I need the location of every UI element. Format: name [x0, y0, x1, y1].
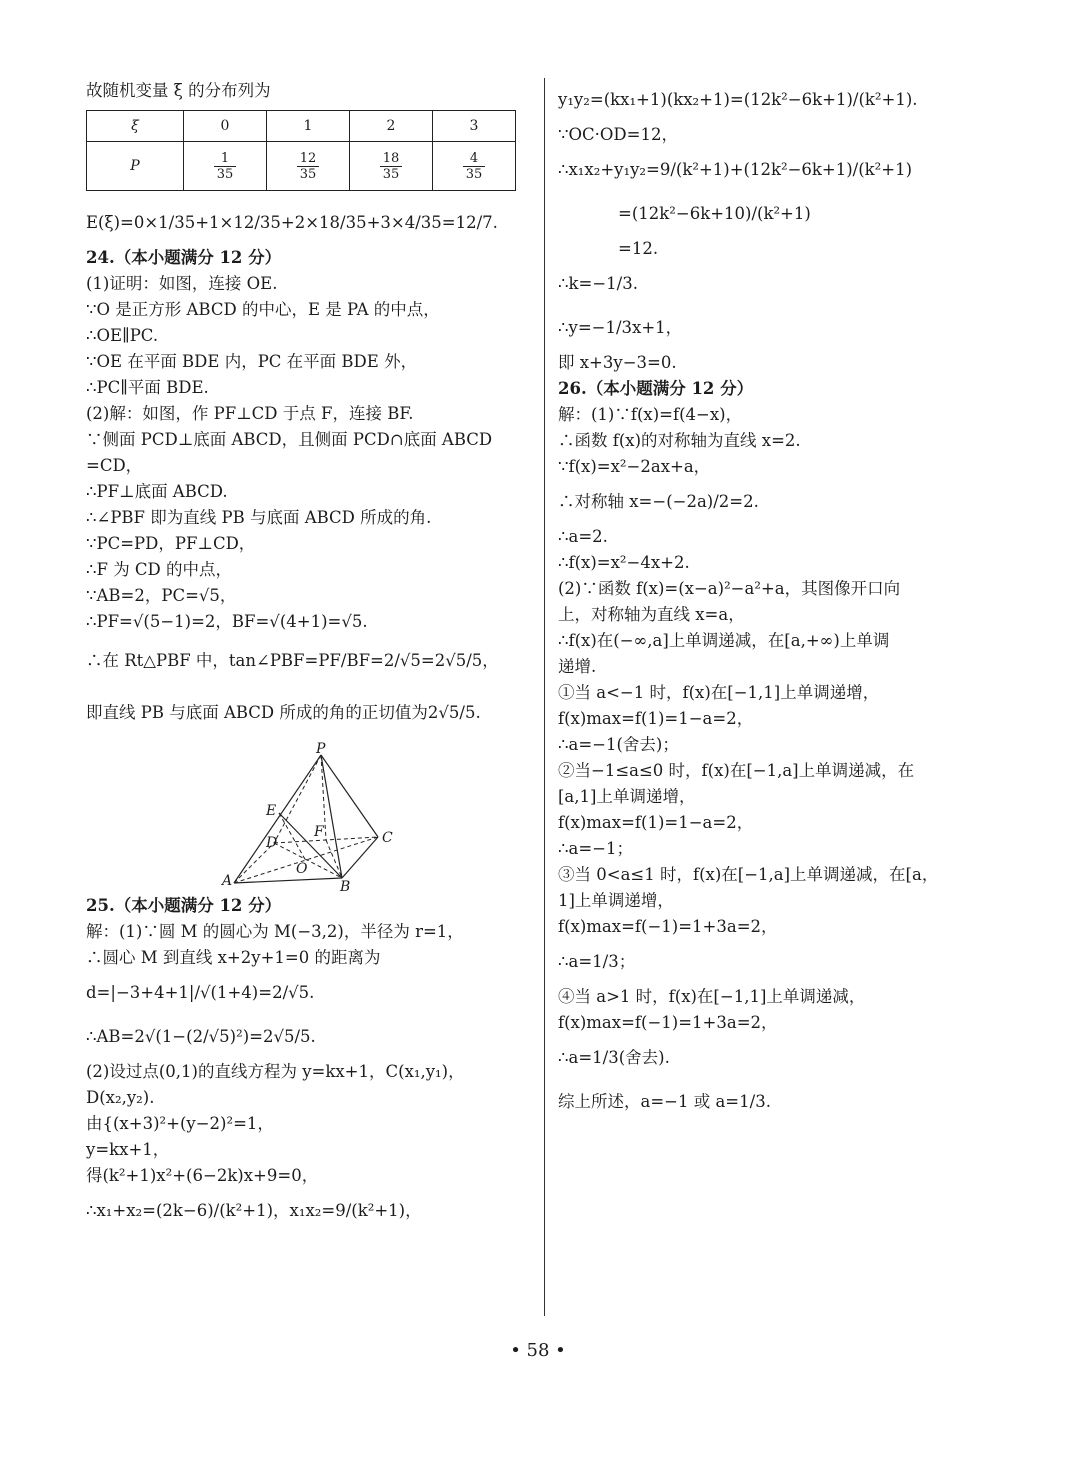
text-line: ∴F 为 CD 的中点， — [86, 560, 233, 579]
column-divider — [544, 78, 545, 1316]
text-line: ∴f(x)在(−∞,a]上单调递减，在[a,+∞)上单调 — [558, 631, 890, 650]
text-line: y=kx+1， — [86, 1140, 170, 1159]
distribution-table — [86, 110, 516, 191]
pyramid-diagram — [222, 741, 406, 895]
table-row — [87, 111, 516, 142]
text-line: ∴OE∥PC. — [86, 326, 159, 345]
figure-label: B — [340, 879, 351, 895]
denominator: 35 — [299, 166, 317, 182]
fraction — [214, 151, 237, 182]
text-line: d=|−3+4+1|/√(1+4)=2/√5. — [86, 983, 315, 1002]
text-line: ∵f(x)=x²−2ax+a， — [558, 457, 711, 476]
table-cell: 3 — [433, 111, 516, 142]
fraction — [463, 151, 486, 182]
problem-24-heading: 24.（本小题满分 12 分） — [86, 248, 282, 267]
text-line: =12. — [618, 239, 659, 258]
fraction — [380, 151, 403, 182]
text-line: ∴在 Rt△PBF 中，tan∠PBF=PF/BF=2/√5=2√5/5， — [86, 651, 499, 670]
table-cell — [433, 142, 516, 191]
text-line: ∵侧面 PCD⊥底面 ABCD，且侧面 PCD∩底面 ABCD — [86, 430, 493, 449]
text-line: 即直线 PB 与底面 ABCD 所成的角的正切值为2√5/5. — [86, 703, 481, 722]
text-line: 上，对称轴为直线 x=a， — [558, 605, 745, 624]
text-line: y₁y₂=(kx₁+1)(kx₂+1)=(12k²−6k+1)/(k²+1). — [558, 90, 918, 109]
denominator: 35 — [382, 166, 400, 182]
text-line: 解：(1)∵圆 M 的圆心为 M(−3,2)，半径为 r=1， — [86, 922, 464, 941]
text-line: ④当 a>1 时，f(x)在[−1,1]上单调递减， — [558, 987, 866, 1006]
text-line: (2)解：如图，作 PF⊥CD 于点 F，连接 BF. — [86, 404, 414, 423]
right-column — [558, 78, 998, 1124]
numerator: 12 — [297, 151, 320, 167]
table-row — [87, 142, 516, 191]
text-line: ∴a=1/3； — [558, 952, 636, 971]
figure-label: P — [316, 741, 326, 757]
text-line: ∴∠PBF 即为直线 PB 与底面 ABCD 所成的角. — [86, 508, 432, 527]
text-line: f(x)max=f(−1)=1+3a=2， — [558, 917, 778, 936]
text-line: (2)设过点(0,1)的直线方程为 y=kx+1，C(x₁,y₁)， — [86, 1062, 465, 1081]
figure-label: E — [266, 803, 277, 819]
text-line: f(x)max=f(1)=1−a=2， — [558, 813, 754, 832]
text-line: ∵AB=2，PC=√5， — [86, 586, 237, 605]
numerator: 4 — [463, 151, 486, 167]
numerator: 18 — [380, 151, 403, 167]
text-line: ∴PC∥平面 BDE. — [86, 378, 209, 397]
denominator: 35 — [465, 166, 483, 182]
text-line: ∴a=2. — [558, 527, 608, 546]
text-line: ∴PF=√(5−1)=2，BF=√(4+1)=√5. — [86, 612, 368, 631]
text-line: ∵O 是正方形 ABCD 的中心，E 是 PA 的中点， — [86, 300, 440, 319]
figure-label: A — [222, 873, 233, 889]
text-line: ∵OE 在平面 BDE 内，PC 在平面 BDE 外， — [86, 352, 418, 371]
text-line: f(x)max=f(−1)=1+3a=2， — [558, 1013, 778, 1032]
problem-25-heading: 25.（本小题满分 12 分） — [86, 896, 282, 915]
expectation-line: E(ξ)=0×1/35+1×12/35+2×18/35+3×4/35=12/7. — [86, 213, 498, 232]
pyramid-figure — [86, 743, 530, 893]
text-line: ∴函数 f(x)的对称轴为直线 x=2. — [558, 431, 801, 450]
problem-26-heading: 26.（本小题满分 12 分） — [558, 379, 754, 398]
table-cell — [350, 142, 433, 191]
text-line: 1]上单调递增， — [558, 891, 674, 910]
table-cell: 0 — [184, 111, 267, 142]
text-line: f(x)max=f(1)=1−a=2， — [558, 709, 754, 728]
text-line: =CD， — [86, 456, 143, 475]
text-line: D(x₂,y₂). — [86, 1088, 155, 1107]
text-line: ∴x₁x₂+y₁y₂=9/(k²+1)+(12k²−6k+1)/(k²+1) — [558, 160, 913, 179]
text-line: ∵PC=PD，PF⊥CD， — [86, 534, 256, 553]
text-line: 综上所述，a=−1 或 a=1/3. — [558, 1092, 771, 1111]
text-line: ①当 a<−1 时，f(x)在[−1,1]上单调递增， — [558, 683, 880, 702]
page-number: • 58 • — [510, 1340, 566, 1361]
table-cell: ξ — [87, 111, 184, 142]
text-line: ∴f(x)=x²−4x+2. — [558, 553, 690, 572]
distribution-intro: 故随机变量 ξ 的分布列为 — [86, 81, 271, 100]
figure-label: C — [382, 830, 393, 846]
text-line: 解：(1)∵f(x)=f(4−x)， — [558, 405, 743, 424]
denominator: 35 — [216, 166, 234, 182]
numerator: 1 — [214, 151, 237, 167]
figure-label: D — [266, 835, 278, 851]
left-column — [86, 78, 530, 1233]
text-line: ∴AB=2√(1−(2/√5)²)=2√5/5. — [86, 1027, 316, 1046]
text-line: 由{(x+3)²+(y−2)²=1， — [86, 1114, 274, 1133]
text-line: [a,1]上单调递增， — [558, 787, 696, 806]
text-line: =(12k²−6k+10)/(k²+1) — [618, 204, 811, 223]
table-cell: P — [87, 142, 184, 191]
text-line: ∴y=−1/3x+1， — [558, 318, 683, 337]
table-cell — [267, 142, 350, 191]
text-line: ∴对称轴 x=−(−2a)/2=2. — [558, 492, 759, 511]
text-line: ∴x₁+x₂=(2k−6)/(k²+1)，x₁x₂=9/(k²+1)， — [86, 1201, 422, 1220]
text-line: 递增. — [558, 657, 597, 676]
text-line: (1)证明：如图，连接 OE. — [86, 274, 278, 293]
figure-label: F — [314, 824, 324, 840]
text-line: (2)∵函数 f(x)=(x−a)²−a²+a，其图像开口向 — [558, 579, 901, 598]
figure-label: O — [296, 861, 308, 877]
fraction — [297, 151, 320, 182]
text-line: ③当 0<a≤1 时，f(x)在[−1,a]上单调递减，在[a， — [558, 865, 939, 884]
text-line: ②当−1≤a≤0 时，f(x)在[−1,a]上单调递减，在 — [558, 761, 915, 780]
text-line: 得(k²+1)x²+(6−2k)x+9=0， — [86, 1166, 319, 1185]
table-cell — [184, 142, 267, 191]
text-line: ∴圆心 M 到直线 x+2y+1=0 的距离为 — [86, 948, 381, 967]
text-line: 即 x+3y−3=0. — [558, 353, 677, 372]
text-line: ∴a=−1(舍去)； — [558, 735, 679, 754]
table-cell: 1 — [267, 111, 350, 142]
text-line: ∴a=−1； — [558, 839, 633, 858]
text-line: ∴a=1/3(舍去). — [558, 1048, 670, 1067]
text-line: ∴PF⊥底面 ABCD. — [86, 482, 228, 501]
table-cell: 2 — [350, 111, 433, 142]
text-line: ∴k=−1/3. — [558, 274, 638, 293]
text-line: ∵OC·OD=12， — [558, 125, 678, 144]
